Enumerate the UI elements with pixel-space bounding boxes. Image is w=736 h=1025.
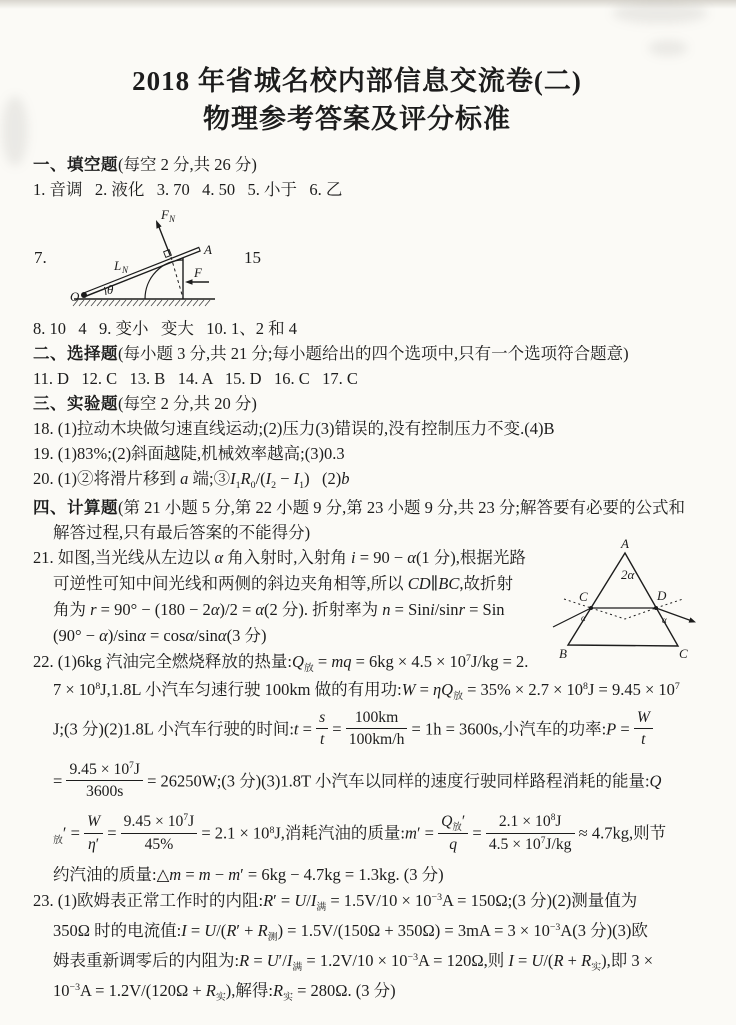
ground-line bbox=[73, 299, 215, 306]
answer-22-line-4: = $\frac{9.45 \times 10^7J}{3600s}$ = 26250W;(3 分)(3)1.8T 小汽车以同样的速度行驶同样路程消耗的能量:Q bbox=[53, 761, 662, 801]
normal-force-arrow bbox=[156, 220, 171, 257]
answer-21-line-1: 21. 如图,当光线从左边以 α 角入射时,入射角 i = 90 − α(1 分),根据光路 bbox=[33, 548, 526, 567]
label-o: O bbox=[70, 289, 80, 304]
pivot-point-o bbox=[81, 292, 87, 298]
force-f-arrow bbox=[185, 279, 209, 285]
answer-22-line-5: $_放$′ = $\frac{W}{\eta'}$ = $\frac{9.45 \times 10^7J}{45\%}$ = $2.1 \times 10^8J$,消耗汽油的质量:m′ = $\frac{Q_放'}{q}$ = $\frac{2.1 \times 10^8J}{4.5 \times 10^7J/kg}$ ≈ 4.7kg,则节 bbox=[53, 813, 667, 853]
label-c: C bbox=[579, 589, 588, 604]
answer-21-line-3: 角为 r = 90° − (180 − 2α)/2 = α(2 分). 折射率为 n = Sini/sinr = Sin bbox=[53, 600, 505, 619]
point-d-dot bbox=[654, 606, 658, 610]
lever-diagram bbox=[58, 206, 228, 316]
label-alpha-right: α bbox=[662, 615, 667, 625]
label-length-sub: N bbox=[122, 265, 129, 275]
question-7-figure-row bbox=[34, 206, 736, 316]
answer-22-line-3: J;(3 分)(2)1.8L 小汽车行驶的时间:t = $\frac{s}{t}$ = $\frac{100km}{100km/h}$ = 1h = 3600s,小汽车的功率:P = $\frac{W}{t}$ bbox=[53, 705, 736, 757]
label-c2: C bbox=[679, 646, 688, 661]
answer-22-line-1: 22. (1)6kg 汽油完全燃烧释放的热量$:Q_放$ = mq = $6kg \times 4.5 \times 10^7J/kg = 2$. bbox=[33, 652, 529, 674]
answer-23-line-1: 23. (1)欧姆表正常工作时的内阻:R′ = $U/I_满 = 1.5V/10 \times 10^{-3}A$ = 150Ω;(3 分)(2)测量值为 bbox=[33, 890, 638, 913]
answer-23-line-3: 姆表重新调零后的内阻为:R = $U'/I_满 = 1.2V/10 \times 10^{-3}A = 120\Omega$,则 $I = U/(R + R_实)$,即 3 × bbox=[53, 950, 654, 973]
document-subtitle: 物理参考答案及评分标准 bbox=[203, 104, 511, 134]
section-3-heading: 三、实验题(每空 2 分,共 20 分) bbox=[33, 394, 257, 413]
answer-18: 18. (1)拉动木块做匀速直线运动;(2)压力(3)错误的,没有控制压力不变.(4)B bbox=[33, 419, 555, 438]
point-c-dot bbox=[589, 606, 593, 610]
label-d: D bbox=[657, 588, 667, 603]
document-title: 2018 年省城名校内部信息交流卷(二) bbox=[132, 66, 582, 96]
label-apex-a: A bbox=[621, 537, 629, 551]
answers-1-6: 1. 音调 2. 液化 3. 70 4. 50 5. 小于 6. 乙 bbox=[33, 180, 343, 199]
label-apex-angle: 2α bbox=[621, 567, 635, 582]
dotted-path bbox=[591, 608, 656, 619]
label-theta: θ bbox=[107, 282, 114, 297]
label-b: B bbox=[559, 646, 567, 661]
answer-21-line-4: (90° − α)/sinα = cosα/sinα(3 分) bbox=[53, 626, 267, 645]
answers-11-17: 11. D 12. C 13. B 14. A 15. D 16. C 17. C bbox=[33, 369, 358, 388]
question-7-label: 7. bbox=[34, 248, 47, 267]
section-4-heading: 四、计算题(第 21 小题 5 分,第 22 小题 9 分,第 23 小题 9 分,共 23 分;解答要有必要的公式和 bbox=[33, 498, 685, 517]
answer-20: 20. (1)②将滑片移到 a 端$;③I_1R_0/(I_2 - I_1)$ (2)b bbox=[33, 469, 350, 491]
answer-21-line-2: 可逆性可知中间光线和两侧的斜边夹角相等,所以 CD∥BC,故折射 bbox=[53, 574, 514, 593]
label-f: F bbox=[194, 265, 202, 280]
scan-artifact bbox=[612, 2, 708, 24]
scan-artifact bbox=[648, 40, 688, 56]
label-a: A bbox=[204, 242, 212, 257]
section-2-heading: 二、选择题(每小题 3 分,共 21 分;每小题给出的四个选项中,只有一个选项符合题意) bbox=[33, 344, 629, 363]
label-fn: F bbox=[161, 207, 169, 222]
scan-artifact bbox=[2, 96, 28, 166]
label-alpha-left: α bbox=[581, 613, 586, 623]
section-4-heading-cont: 解答过程,只有最后答案的不能得分) bbox=[53, 523, 311, 542]
section-1-heading: 一、填空题(每空 2 分,共 26 分) bbox=[33, 155, 257, 174]
dashed-line bbox=[171, 257, 183, 298]
answer-7: 15 bbox=[244, 248, 261, 267]
answer-22-line-2: $7 \times 10^8J,1.8L$ 小汽车匀速行驶 100km 做的有用功:W = $\eta Q_放 = 35\% \times 2.7 \times 10^8J = 9.45 \times 10^7$ bbox=[53, 680, 680, 702]
answer-19: 19. (1)83%;(2)斜面越陡,机械效率越高;(3)0.3 bbox=[33, 444, 345, 463]
answer-22-line-6: 约汽油的质量:△m = m − m′ = 6kg − 4.7kg = 1.3kg. (3 分) bbox=[53, 864, 444, 884]
answer-23-line-4: $10^{-3}A = 1.2V/(120\Omega + R_实)$,解得$:R_实 = 280\Omega$. (3 分) bbox=[53, 980, 396, 1003]
label-fn-sub: N bbox=[169, 214, 176, 224]
answer-23-line-2: 350Ω 时的电流值:I = $U/(R' + R_测) = 1.5V/(150\Omega + 350\Omega) = 3mA = 3 \times 10^{-3}A(3$ 分)(3)欧 bbox=[53, 920, 648, 943]
prism-diagram bbox=[551, 537, 736, 662]
label-length: L bbox=[114, 258, 122, 273]
answers-8-10: 8. 10 4 9. 变小 变大 10. 1、2 和 4 bbox=[33, 319, 297, 338]
